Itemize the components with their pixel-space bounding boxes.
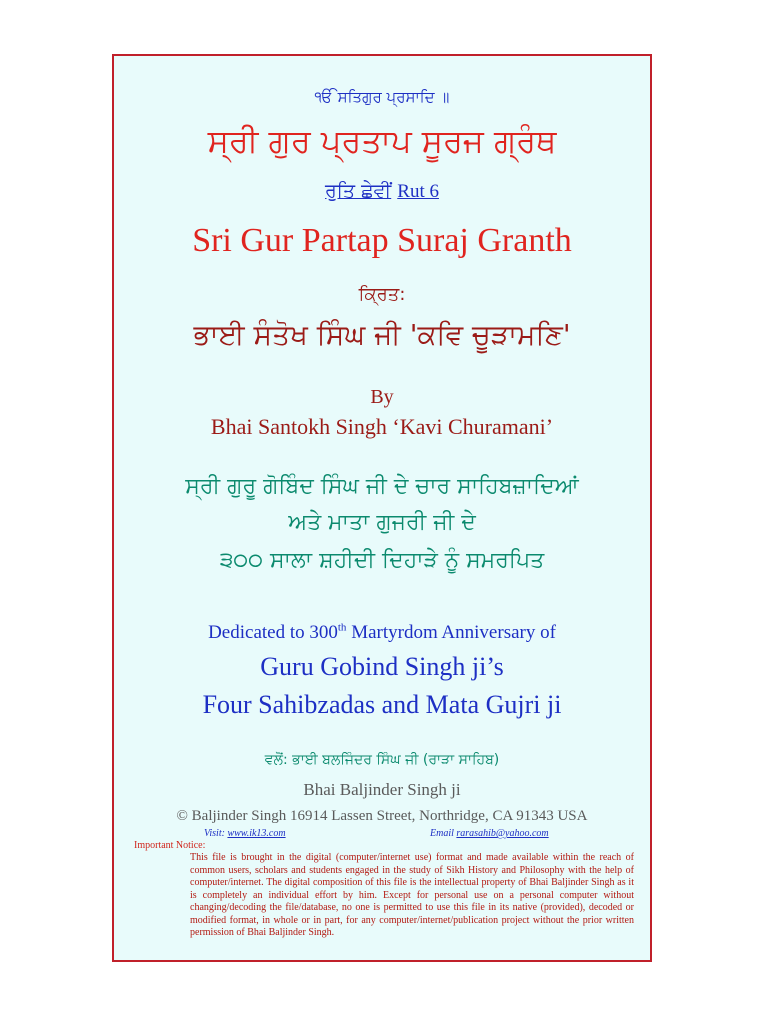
email-link[interactable]: rarasahib@yahoo.com [456, 828, 549, 839]
dedication-english-3: Four Sahibzadas and Mata Gujri ji [202, 690, 562, 719]
dedication-english-1 [114, 622, 650, 644]
dedication-english-2: Guru Gobind Singh ji’s [260, 652, 504, 681]
krit-label: ਕ੍ਰਿਤ: [358, 284, 406, 305]
document-page [112, 54, 652, 962]
rut-punjabi[interactable]: ਰੁਤਿ ਛੇਵੀਂ [325, 180, 392, 202]
publisher-english: Bhai Baljinder Singh ji [303, 780, 461, 799]
title-punjabi: ਸ੍ਰੀ ਗੁਰ ਪ੍ਰਤਾਪ ਸੂਰਜ ਗ੍ਰੰਥ [207, 122, 557, 160]
dedication-pre: Dedicated to 300 [208, 622, 338, 643]
publisher-punjabi: ਵਲੋਂ: ਭਾਈ ਬਲਜਿੰਦਰ ਸਿੰਘ ਜੀ (ਰਾੜਾ ਸਾਹਿਬ) [264, 752, 500, 768]
dedication-punjabi-2: ਅਤੇ ਮਾਤਾ ਗੁਜਰੀ ਜੀ ਦੇ [288, 510, 476, 535]
visit-link-group [204, 828, 286, 839]
author-english: Bhai Santokh Singh ‘Kavi Churamani’ [210, 414, 554, 439]
dedication-sup: th [337, 621, 347, 634]
copyright-line: © Baljinder Singh 16914 Lassen Street, Northridge, CA 91343 USA [176, 808, 588, 824]
title-english: Sri Gur Partap Suraj Granth [192, 222, 572, 259]
dedication-punjabi-1: ਸ੍ਰੀ ਗੁਰੂ ਗੋਬਿੰਦ ਸਿੰਘ ਜੀ ਦੇ ਚਾਰ ਸਾਹਿਬਜ਼ਾਦਿਆਂ [185, 474, 579, 499]
visit-label: Visit: [204, 828, 228, 839]
email-label: Email [430, 828, 457, 839]
visit-link[interactable]: www.ik13.com [227, 828, 286, 839]
mool-mantar: ੴ ਸਤਿਗੁਰ ਪ੍ਰਸਾਦਿ ॥ [314, 88, 450, 106]
rut-english[interactable]: Rut 6 [397, 181, 439, 202]
rut-line [114, 180, 650, 203]
dedication-punjabi-3: ੩੦੦ ਸਾਲਾ ਸ਼ਹੀਦੀ ਦਿਹਾੜੇ ਨੂੰ ਸਮਰਪਿਤ [219, 548, 545, 573]
by-label: By [370, 386, 394, 408]
author-punjabi: ਭਾਈ ਸੰਤੋਖ ਸਿੰਘ ਜੀ 'ਕਵਿ ਚੂੜਾਮਣਿ' [193, 318, 571, 351]
notice-heading: Important Notice: [134, 840, 206, 851]
email-link-group [430, 828, 549, 839]
dedication-post: Martyrdom Anniversary of [346, 622, 556, 643]
notice-body: This file is brought in the digital (computer/internet use) format and made available within the reach of common users, scholars and students engaged in the study of Sikh History and Philosophy with the help of computer/internet. The digital composition of this file is the intellectual property of Bhai Baljinder Singh as it is completely an individual effort by him. Except for personal use on a personal computer without changing/decoding the file/database, no one is permitted to use this file in its native (provided), decoded or modified format, in whole or in part, for any computer/internet/publication project without the prior written permission of Bhai Baljinder Singh. [190, 852, 634, 938]
